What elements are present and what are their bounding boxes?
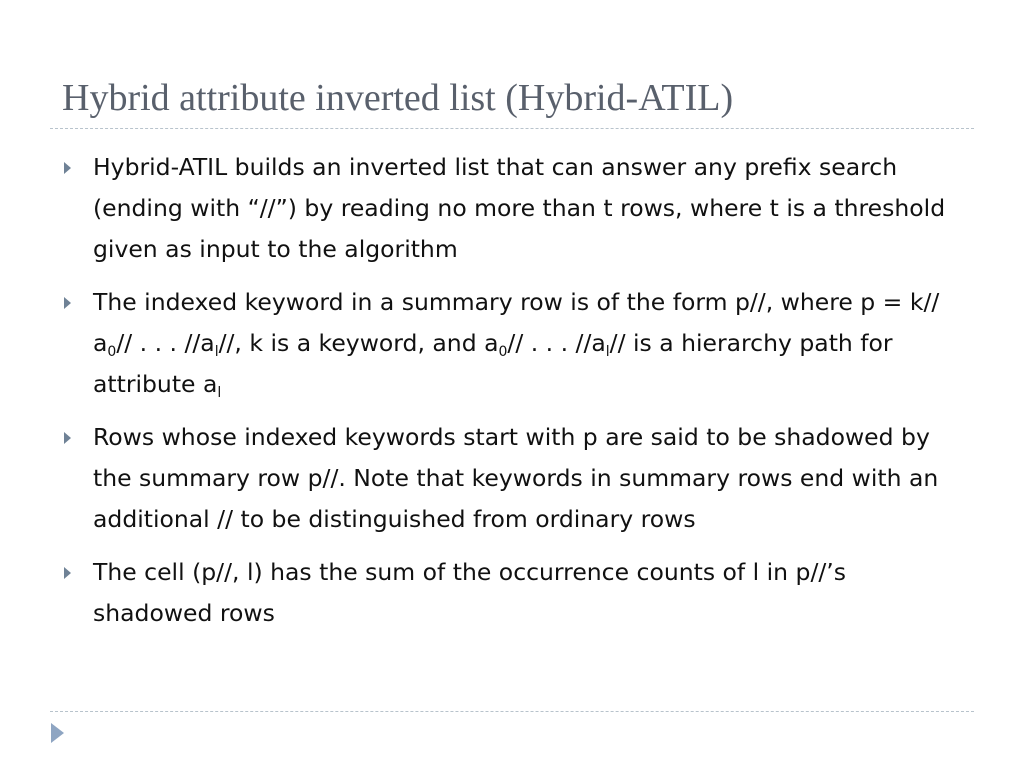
bullet-text: Rows whose indexed keywords start with p are said to be shadowed by the summary row p//. Note that keywords in summary rows end with an additional // to be distinguished from ordinary rows: [93, 423, 939, 533]
subscript: 0: [107, 344, 117, 360]
bullet-text: The cell (p//, l) has the sum of the occurrence counts of l in p//’s shadowed rows: [93, 558, 847, 627]
triangle-right-icon: [64, 432, 71, 444]
triangle-right-icon: [64, 297, 71, 309]
bullet-list: [62, 147, 962, 646]
bullet-item: [62, 417, 962, 540]
play-triangle-icon[interactable]: [51, 723, 64, 743]
slide-title: Hybrid attribute inverted list (Hybrid-ATIL): [62, 77, 734, 119]
bullet-item: [62, 552, 962, 634]
triangle-right-icon: [64, 162, 71, 174]
bullet-item: [62, 282, 962, 405]
subscript: l: [217, 385, 222, 401]
bullet-item: [62, 147, 962, 270]
subscript: l: [605, 344, 610, 360]
bullet-text: Hybrid-ATIL builds an inverted list that can answer any prefix search (ending with “//”) by reading no more than t rows, where t is a threshold given as input to the algorithm: [93, 153, 946, 263]
footer-divider: [50, 711, 974, 712]
bullet-text: The indexed keyword in a summary row is of the form p//, where p = k// $a_0//$ . . . $//a_l//$, k is a keyword, and $a_0//$ . . . $//a_l//$ is a hierarchy path for attribute $a_l$: [93, 288, 940, 401]
title-divider: [50, 128, 974, 129]
subscript: 0: [498, 344, 508, 360]
triangle-right-icon: [64, 567, 71, 579]
subscript: l: [214, 344, 219, 360]
